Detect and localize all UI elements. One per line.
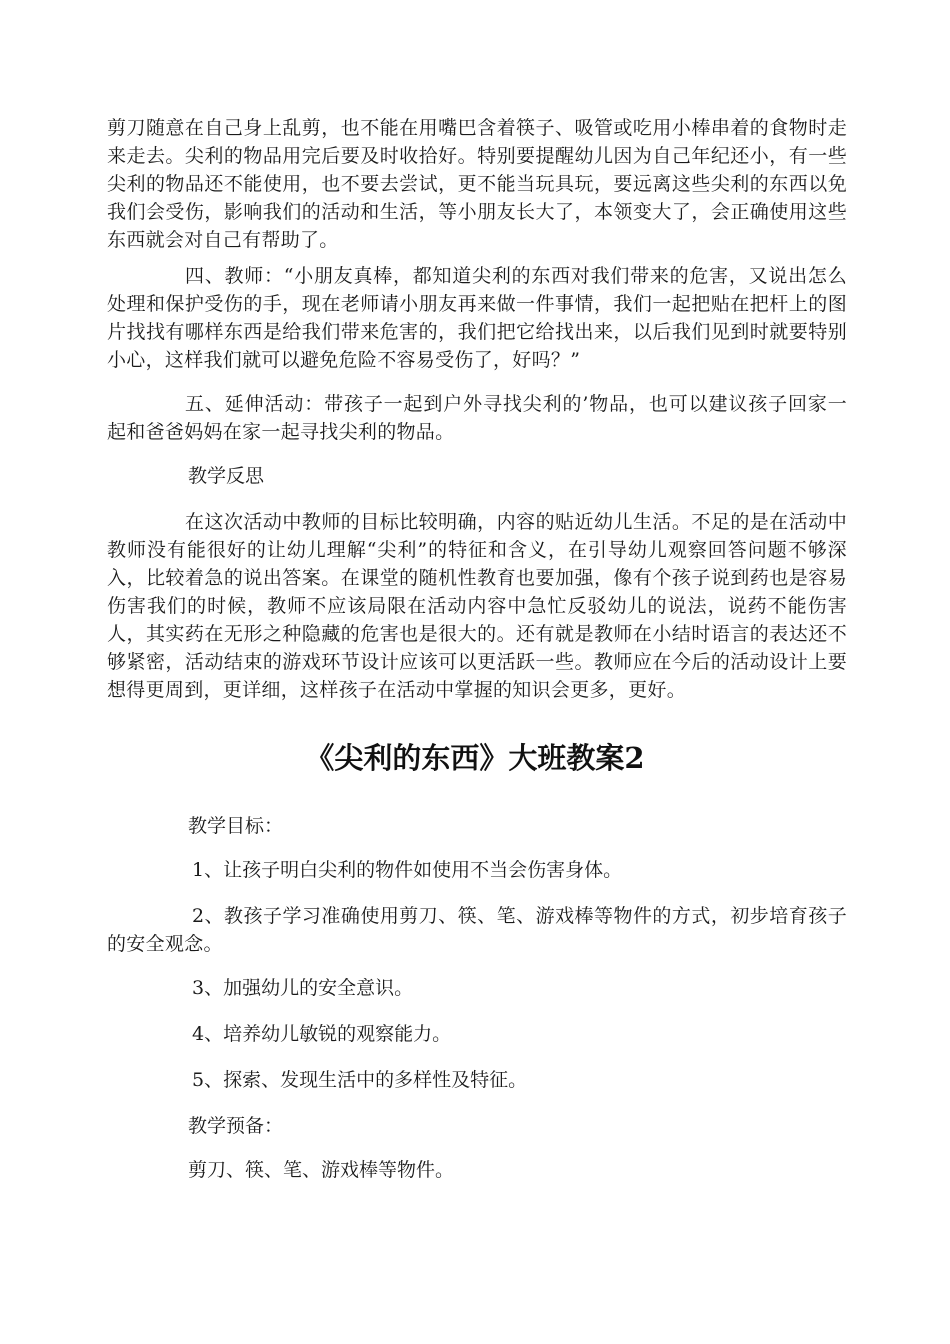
goal-item-2: 2、教孩子学习准确使用剪刀、筷、笔、游戏棒等物件的方式，初步培育孩子的安全观念。 [107,905,847,955]
reflection-title: 教学反思 [188,465,265,487]
section-heading: 《尖利的东西》大班教案2 [305,741,645,775]
prep-body: 剪刀、筷、笔、游戏棒等物件。 [188,1159,455,1181]
paragraph-continuation: 剪刀随意在自己身上乱剪，也不能在用嘴巴含着筷子、吸管或吃用小棒串着的食物时走来走去。尖利的物品用完后要及时收拾好。特别要提醒幼儿因为自己年纪还小，有一些尖利的物品还不能使用，也不要去尝试，更不能当玩具玩，要远离这些尖利的东西以免我们会受伤，影响我们的活动和生活，等小朋友长大了，本领变大了，会正确使用这些东西就会对自己有帮助了。 [107,117,847,251]
paragraph-step-five: 五、延伸活动：带孩子一起到户外寻找尖利的’物品，也可以建议孩子回家一起和爸爸妈妈在家一起寻找尖利的物品。 [107,393,847,443]
prep-title: 教学预备： [188,1115,284,1137]
paragraph-step-four: 四、教师：“小朋友真棒，都知道尖利的东西对我们带来的危害，又说出怎么处理和保护受伤的手，现在老师请小朋友再来做一件事情，我们一起把贴在把杆上的图片找找有哪样东西是给我们带来危害的，我们把它给找出来，以后我们见到时就要特别小心，这样我们就可以避免危险不容易受伤了，好吗？” [107,265,847,371]
paragraph-reflection: 在这次活动中教师的目标比较明确，内容的贴近幼儿生活。不足的是在活动中教师没有能很好的让幼儿理解“尖利”的特征和含义，在引导幼儿观察回答问题不够深入，比较着急的说出答案。在课堂的随机性教育也要加强，像有个孩子说到药也是容易伤害我们的时候，教师不应该局限在活动内容中急忙反驳幼儿的说法，说药不能伤害人，其实药在无形之种隐藏的危害也是很大的。还有就是教师在小结时语言的表达还不够紧密，活动结束的游戏环节设计应该可以更活跃一些。教师应在今后的活动设计上要想得更周到，更详细，这样孩子在活动中掌握的知识会更多，更好。 [107,511,847,701]
goal-item-5: 5、探索、发现生活中的多样性及特征。 [192,1069,528,1091]
goal-item-1: 1、让孩子明白尖利的物件如使用不当会伤害身体。 [192,859,623,881]
goals-title: 教学目标： [188,815,284,837]
goal-item-3: 3、加强幼儿的安全意识。 [192,977,414,999]
goal-item-4: 4、培养幼儿敏锐的观察能力。 [192,1023,452,1045]
